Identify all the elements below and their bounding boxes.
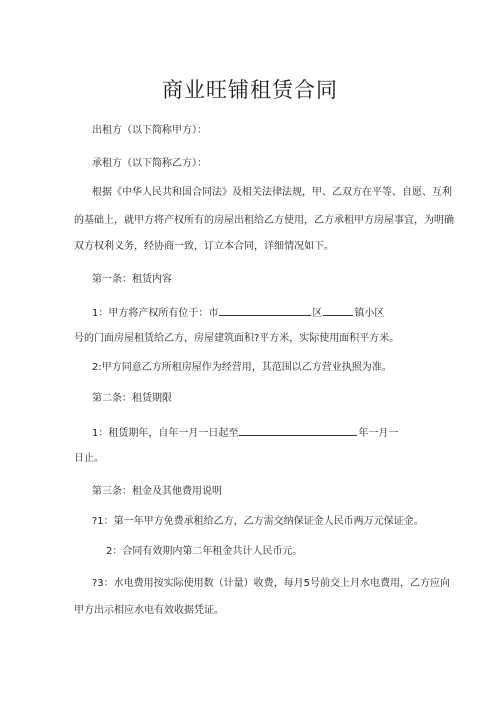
end-date-blank <box>239 425 357 436</box>
article-2-item-1-text-b: 年一月一 <box>358 428 399 439</box>
article-1-item-1-text-c: 镇小区 <box>354 308 385 319</box>
article-1-item-1-text-b: 区 <box>312 308 323 319</box>
lessee-line: 承租方（以下简称乙方）： <box>92 158 207 169</box>
article-2-item-1-text-a: 1：租赁期年，自年一月一日起至 <box>92 428 239 439</box>
article-3-heading: 第三条：租金及其他费用说明 <box>92 486 222 497</box>
article-1-item-1-line-2: 号的门面房屋租赁给乙方，房屋建筑面积?平方米，实际使用面积平方米。 <box>74 333 400 344</box>
preamble-line-3: 双方权利义务，经协商一致，订立本合同，详细情况如下。 <box>74 241 334 252</box>
lessor-line: 出租方（以下简称甲方）： <box>92 125 207 136</box>
article-3-item-1: ?1：第一年甲方免费承租给乙方，乙方需交纳保证金人民币两万元保证金。 <box>92 516 424 527</box>
article-3-item-3: ?3：水电费用按实际使用数（计量）收费，每月5号前交上月水电费用，乙方应向 <box>92 578 451 589</box>
article-3-item-3-line-2: 甲方出示相应水电有效收据凭证。 <box>74 605 224 616</box>
article-2-item-1 <box>92 425 398 441</box>
article-3-item-2: 2：合同有效期内第二年租金共计人民币元。 <box>106 546 303 557</box>
article-1-item-1-text-a: 1：甲方将产权所有位于：市 <box>92 308 219 319</box>
article-2-heading: 第二条：租赁期限 <box>92 393 172 404</box>
article-1-item-1 <box>92 305 384 321</box>
city-blank <box>219 305 311 316</box>
preamble-line-1: 根据《中华人民共和国合同法》及相关法律法规，甲、乙双方在平等、自愿、互利 <box>92 187 452 198</box>
preamble-line-2: 的基础上，就甲方将产权所有的房屋出租给乙方使用，乙方承租甲方房屋事宜，为明确 <box>74 215 454 226</box>
district-blank <box>323 305 353 316</box>
document-title: 商业旺铺租赁合同 <box>162 78 338 102</box>
article-2-item-1-line-2: 日止。 <box>74 453 104 464</box>
article-1-item-2: 2:甲方同意乙方所租房屋作为经营用，其范围以乙方营业执照为准。 <box>92 362 392 373</box>
article-1-heading: 第一条：租赁内容 <box>92 274 172 285</box>
